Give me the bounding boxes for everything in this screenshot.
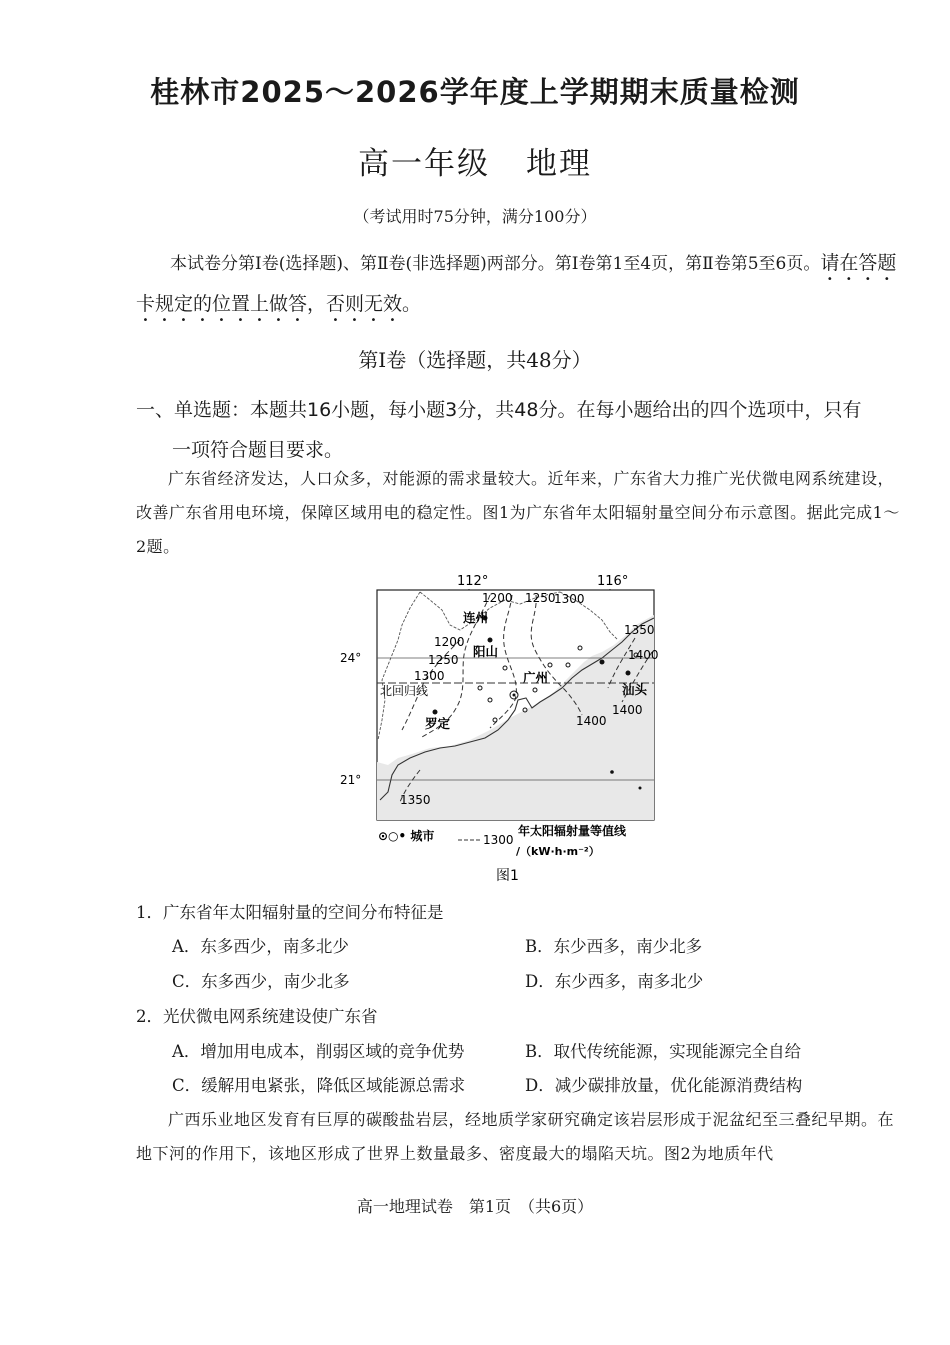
question-1-option-a[interactable]: A．东多西少，南多北少 xyxy=(172,937,349,956)
section-title: 第Ⅰ卷（选择题，共48分） xyxy=(358,348,592,372)
island-dot xyxy=(639,787,642,790)
question-2-option-b[interactable]: B．取代传统能源，实现能源完全自给 xyxy=(525,1042,802,1061)
grade-label: 高一年级 xyxy=(358,146,490,182)
legend-unit: /（kW·h·m⁻²） xyxy=(516,845,600,858)
question-1-option-d[interactable]: D．东少西多，南多北少 xyxy=(525,972,704,991)
city-capital xyxy=(513,694,516,697)
city-label: 连州 xyxy=(463,610,489,625)
isoline-label: 1300 xyxy=(554,592,585,606)
city-label: 广州 xyxy=(523,670,549,685)
question-2-option-c[interactable]: C．缓解用电紧张，降低区域能源总需求 xyxy=(172,1076,466,1095)
legend-line-text: 年太阳辐射量等值线 xyxy=(518,824,627,838)
figure-caption: 图1 xyxy=(496,868,519,884)
part-heading-line1: 一、单选题：本题共16小题，每小题3分，共48分。在每小题给出的四个选项中，只有 xyxy=(136,399,862,421)
lat-label: 21° xyxy=(340,773,362,787)
isoline-label: 1200 xyxy=(482,591,513,605)
lat-label: 24° xyxy=(340,651,362,665)
time-info: （考试用时75分钟，满分100分） xyxy=(353,207,597,226)
question-2-option-a[interactable]: A．增加用电成本，削弱区域的竞争优势 xyxy=(172,1042,465,1061)
legend-line-num: 1300 xyxy=(483,833,514,847)
isoline-label: 1200 xyxy=(434,635,465,649)
isoline-label: 1350 xyxy=(400,793,431,807)
part-heading-line2: 一项符合题目要求。 xyxy=(172,439,344,461)
city-label: 阳山 xyxy=(473,644,499,659)
question-1-option-c[interactable]: C．东多西少，南少北多 xyxy=(172,972,350,991)
page-footer: 高一地理试卷 第1页 （共6页） xyxy=(356,1197,594,1216)
island-dot xyxy=(610,770,614,774)
subject-label: 地理 xyxy=(526,146,592,182)
isoline-label: 1400 xyxy=(628,648,659,662)
exam-subject xyxy=(0,138,950,183)
lon-label: 116° xyxy=(597,574,629,589)
question-stem-1: 广东省经济发达，人口众多，对能源的需求量较大。近年来，广东省大力推广光伏微电网系统建设，改善广东省用电环境，保障区域用电的稳定性。图1为广东省年太阳辐射量空间分布示意图。据此完成1～2题。 xyxy=(136,469,900,556)
question-stem-2: 广西乐业地区发育有巨厚的碳酸盐岩层，经地质学家研究确定该岩层形成于泥盆纪至三叠纪早期。在地下河的作用下，该地区形成了世界上数量最多、密度最大的塌陷天坑。图2为地质年代 xyxy=(136,1110,895,1163)
intro-paragraph xyxy=(136,244,906,326)
city-label: 汕头 xyxy=(622,682,648,697)
lon-label: 112° xyxy=(457,574,489,589)
intro-text: 本试卷分第Ⅰ卷(选择题)、第Ⅱ卷(非选择题)两部分。第Ⅰ卷第1至4页，第Ⅱ卷第5至6页。 xyxy=(170,254,821,274)
legend-city: ⊙○• 城市 xyxy=(378,829,435,843)
city-dot xyxy=(626,671,631,676)
isoline-label: 1350 xyxy=(624,623,655,637)
part-heading xyxy=(136,390,906,470)
exam-title: 桂林市2025～2026学年度上学期期末质量检测 xyxy=(150,75,800,109)
isoline-label: 1400 xyxy=(576,714,607,728)
question-2-stem: 2．光伏微电网系统建设使广东省 xyxy=(136,1007,378,1026)
intro-emphasis: 请在答题卡规定的位置上做答，否则无效。 xyxy=(136,252,897,315)
tropic-label: 北回归线 xyxy=(380,684,429,698)
figure-1-map xyxy=(340,570,670,890)
isoline-label: 1250 xyxy=(525,591,556,605)
question-2-option-d[interactable]: D．减少碳排放量，优化能源消费结构 xyxy=(525,1076,803,1095)
city-dot xyxy=(433,710,438,715)
question-1-stem: 1．广东省年太阳辐射量的空间分布特征是 xyxy=(136,903,444,922)
isoline-label: 1400 xyxy=(612,703,643,717)
city-label: 罗定 xyxy=(425,716,451,731)
isoline-label: 1250 xyxy=(428,653,459,667)
city-dot xyxy=(488,638,493,643)
isoline-label: 1300 xyxy=(414,669,445,683)
city-dot xyxy=(600,660,605,665)
question-1-option-b[interactable]: B．东少西多，南少北多 xyxy=(525,937,703,956)
